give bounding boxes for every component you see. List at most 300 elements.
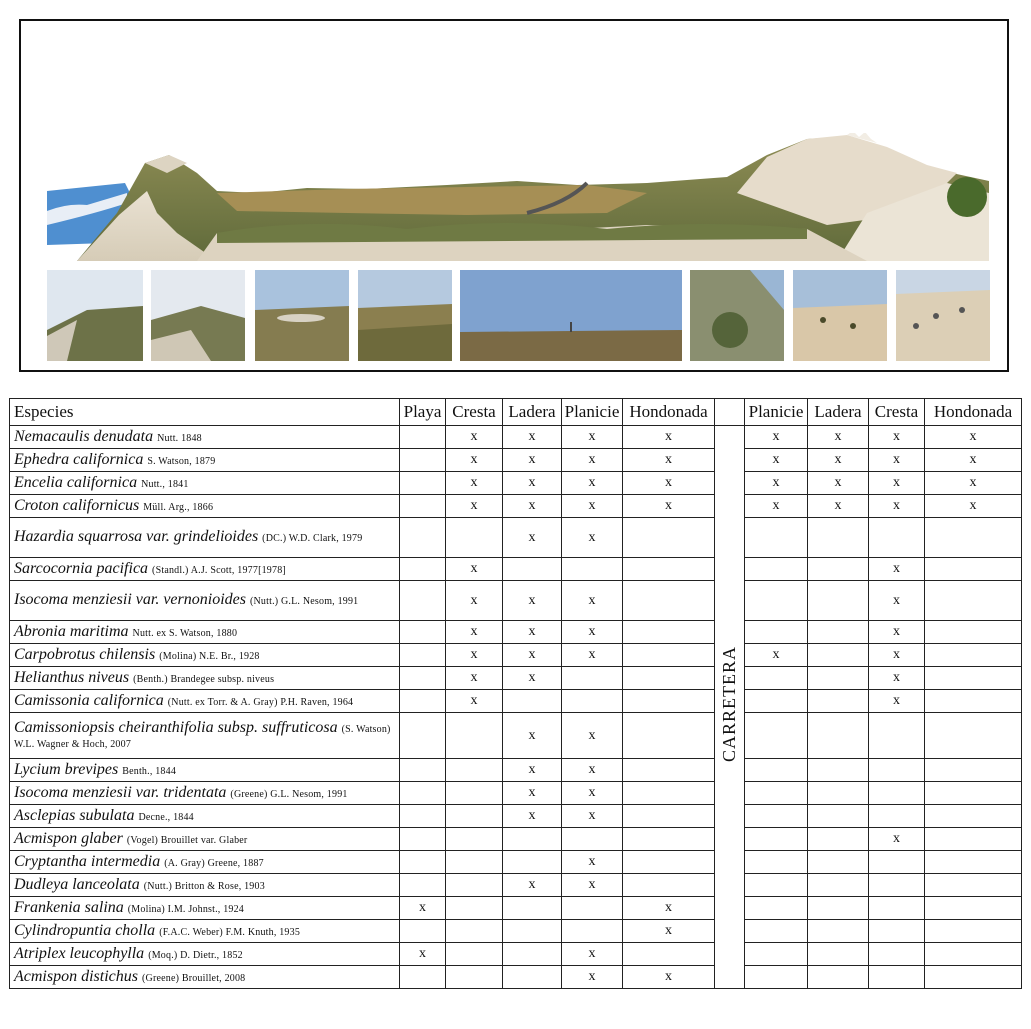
table-row: [10, 782, 1022, 805]
presence-cell-right: [808, 713, 869, 759]
presence-cell: [400, 558, 446, 581]
species-name-cell: [10, 759, 400, 782]
species-name: Sarcocornia pacifica: [14, 559, 149, 577]
presence-cell-right: [808, 920, 869, 943]
road-label: CARRETERA: [719, 646, 739, 763]
presence-cell-right: [745, 782, 808, 805]
presence-cell: [623, 581, 715, 621]
presence-cell: [623, 621, 715, 644]
species-author: (Molina) I.M. Johnst., 1924: [127, 903, 244, 915]
presence-cell-right: [808, 558, 869, 581]
species-name-cell: [10, 966, 400, 989]
habitat-figure-panel: [19, 19, 1009, 372]
presence-cell-right: [869, 897, 925, 920]
table-row: [10, 874, 1022, 897]
presence-cell-right: x: [869, 644, 925, 667]
presence-cell-right: [925, 558, 1022, 581]
hollow-sand-photo-icon: [793, 270, 887, 361]
table-row: [10, 644, 1022, 667]
species-name: Camissoniopsis cheiranthifolia subsp. suffruticosa: [14, 718, 338, 736]
species-author: (Greene) G.L. Nesom, 1991: [230, 788, 348, 800]
species-name-cell: [10, 581, 400, 621]
presence-cell: [400, 713, 446, 759]
species-author: (A. Gray) Greene, 1887: [164, 857, 264, 869]
presence-cell-right: x: [869, 426, 925, 449]
presence-cell-right: [745, 920, 808, 943]
presence-cell: [562, 558, 623, 581]
presence-cell: [400, 426, 446, 449]
presence-cell: [562, 667, 623, 690]
presence-cell-right: x: [808, 426, 869, 449]
table-row: [10, 449, 1022, 472]
presence-cell: x: [400, 943, 446, 966]
presence-cell: x: [623, 426, 715, 449]
species-author: (Nutt.) G.L. Nesom, 1991: [249, 596, 359, 608]
presence-cell-right: [808, 581, 869, 621]
presence-cell: x: [446, 621, 503, 644]
presence-cell: x: [562, 426, 623, 449]
species-name-cell: [10, 874, 400, 897]
presence-cell-right: [869, 518, 925, 558]
species-author: Nutt. 1848: [157, 432, 202, 444]
presence-cell: [446, 943, 503, 966]
presence-cell-right: [925, 851, 1022, 874]
table-row: [10, 426, 1022, 449]
presence-cell: [623, 558, 715, 581]
species-name-cell: [10, 828, 400, 851]
table-row: [10, 472, 1022, 495]
table-row: [10, 667, 1022, 690]
presence-cell-right: [808, 621, 869, 644]
presence-cell: [400, 759, 446, 782]
table-row: [10, 621, 1022, 644]
presence-cell-right: x: [869, 472, 925, 495]
presence-cell-right: [925, 581, 1022, 621]
presence-cell: [503, 943, 562, 966]
presence-cell-right: [745, 828, 808, 851]
presence-cell: x: [562, 621, 623, 644]
presence-cell-right: x: [925, 426, 1022, 449]
presence-cell: [623, 667, 715, 690]
species-name: Ephedra californica: [14, 450, 144, 468]
species-author: (Standl.) A.J. Scott, 1977[1978]: [152, 564, 286, 576]
species-name: Encelia californica: [14, 473, 138, 491]
species-name: Abronia maritima: [14, 622, 129, 640]
presence-cell-right: [925, 690, 1022, 713]
presence-cell: [400, 495, 446, 518]
ridge-slope-photo-icon: [151, 270, 245, 361]
species-name-cell: [10, 426, 400, 449]
presence-cell: [503, 851, 562, 874]
presence-cell: [623, 943, 715, 966]
plain-photo-icon: [255, 270, 349, 361]
presence-cell: x: [446, 449, 503, 472]
species-name-cell: [10, 897, 400, 920]
presence-cell: [562, 828, 623, 851]
presence-cell: x: [503, 472, 562, 495]
species-name: Asclepias subulata: [14, 806, 135, 824]
presence-cell: x: [503, 759, 562, 782]
species-name: Acmispon glaber: [14, 829, 123, 847]
presence-cell: x: [503, 667, 562, 690]
table-row: [10, 495, 1022, 518]
presence-cell-right: x: [745, 644, 808, 667]
presence-cell: [623, 713, 715, 759]
species-name: Isocoma menziesii var. tridentata: [14, 783, 227, 801]
presence-cell-right: [745, 581, 808, 621]
presence-cell: [446, 782, 503, 805]
presence-cell-right: [925, 518, 1022, 558]
header-planicie-right: Planicie: [745, 399, 808, 426]
presence-cell-right: [745, 759, 808, 782]
presence-cell-right: [869, 874, 925, 897]
presence-cell-right: [808, 644, 869, 667]
table-row: [10, 920, 1022, 943]
species-author: S. Watson, 1879: [147, 455, 216, 467]
road-divider-cell: [715, 426, 745, 989]
presence-cell-right: [869, 805, 925, 828]
presence-cell: x: [503, 426, 562, 449]
species-name-cell: [10, 472, 400, 495]
presence-cell-right: [745, 621, 808, 644]
presence-cell-right: [808, 782, 869, 805]
presence-cell-right: [869, 782, 925, 805]
dune-panorama-icon: [47, 133, 989, 261]
presence-cell-right: [745, 943, 808, 966]
presence-cell: x: [503, 644, 562, 667]
table-row: [10, 828, 1022, 851]
presence-cell: [400, 644, 446, 667]
presence-cell: [446, 966, 503, 989]
species-name: Cryptantha intermedia: [14, 852, 161, 870]
species-author: (Molina) N.E. Br., 1928: [159, 650, 260, 662]
presence-cell: x: [503, 713, 562, 759]
presence-cell: x: [562, 518, 623, 558]
presence-cell-right: [925, 920, 1022, 943]
presence-cell-right: [745, 874, 808, 897]
presence-cell-right: x: [808, 449, 869, 472]
species-distribution-table: [9, 398, 1022, 989]
species-name-cell: [10, 851, 400, 874]
presence-cell-right: [869, 966, 925, 989]
presence-cell-right: [808, 667, 869, 690]
plain-vegetation-photo-icon: [358, 270, 452, 361]
presence-cell: x: [400, 897, 446, 920]
header-hondonada-right: Hondonada: [925, 399, 1022, 426]
species-author: (Nutt. ex Torr. & A. Gray) P.H. Raven, 1964: [167, 696, 354, 708]
presence-cell-right: [745, 897, 808, 920]
species-name: Frankenia salina: [14, 898, 124, 916]
presence-cell: [623, 874, 715, 897]
presence-cell-right: [745, 667, 808, 690]
presence-cell: [623, 644, 715, 667]
presence-cell: [400, 690, 446, 713]
presence-cell: x: [562, 943, 623, 966]
presence-cell: [446, 874, 503, 897]
presence-cell: [503, 558, 562, 581]
species-name: Nemacaulis denudata: [14, 427, 154, 445]
table-row: [10, 558, 1022, 581]
species-name-cell: [10, 943, 400, 966]
presence-cell: [446, 828, 503, 851]
presence-cell: x: [446, 495, 503, 518]
presence-cell: x: [562, 713, 623, 759]
species-name: Hazardia squarrosa var. grindelioides: [14, 528, 259, 546]
species-name-cell: [10, 690, 400, 713]
presence-cell: x: [446, 581, 503, 621]
presence-cell-right: [745, 713, 808, 759]
presence-cell: x: [503, 621, 562, 644]
presence-cell-right: x: [869, 667, 925, 690]
presence-cell-right: [808, 874, 869, 897]
dune-sand-photo-icon: [896, 270, 990, 361]
presence-cell: [400, 920, 446, 943]
presence-cell-right: [745, 690, 808, 713]
presence-cell: x: [562, 782, 623, 805]
presence-cell-right: [925, 874, 1022, 897]
species-author: (DC.) W.D. Clark, 1979: [262, 533, 363, 545]
presence-cell: x: [503, 449, 562, 472]
presence-cell-right: [925, 759, 1022, 782]
presence-cell: [623, 518, 715, 558]
presence-cell-right: x: [869, 558, 925, 581]
presence-cell: x: [562, 581, 623, 621]
header-ladera: Ladera: [503, 399, 562, 426]
table-header-row: [10, 399, 1022, 426]
table-row: [10, 943, 1022, 966]
table-row: [10, 966, 1022, 989]
species-author: (Benth.) Brandegee subsp. niveus: [133, 673, 275, 685]
presence-cell-right: [925, 644, 1022, 667]
presence-cell: x: [562, 966, 623, 989]
species-name: Acmispon distichus: [14, 967, 138, 985]
presence-cell-right: [745, 805, 808, 828]
species-name-cell: [10, 621, 400, 644]
presence-cell-right: [745, 518, 808, 558]
species-name: Carpobrotus chilensis: [14, 645, 156, 663]
presence-cell: x: [503, 805, 562, 828]
species-name: Helianthus niveus: [14, 668, 130, 686]
presence-cell: [400, 449, 446, 472]
presence-cell-right: x: [925, 449, 1022, 472]
presence-cell: x: [446, 426, 503, 449]
presence-cell-right: [808, 759, 869, 782]
presence-cell-right: x: [869, 581, 925, 621]
presence-cell-right: [808, 690, 869, 713]
presence-cell: x: [562, 851, 623, 874]
presence-cell-right: [808, 828, 869, 851]
presence-cell: [623, 805, 715, 828]
presence-cell-right: [745, 851, 808, 874]
presence-cell: x: [562, 472, 623, 495]
presence-cell: [446, 518, 503, 558]
presence-cell: x: [503, 518, 562, 558]
presence-cell: x: [623, 920, 715, 943]
presence-cell-right: x: [869, 495, 925, 518]
presence-cell: [503, 897, 562, 920]
presence-cell: [400, 667, 446, 690]
species-author: Decne., 1844: [138, 811, 194, 823]
presence-cell: x: [446, 690, 503, 713]
presence-cell: [446, 920, 503, 943]
species-name: Dudleya lanceolata: [14, 875, 140, 893]
species-author: Müll. Arg., 1866: [143, 501, 214, 513]
species-name-cell: [10, 495, 400, 518]
presence-cell: [503, 828, 562, 851]
table-row: [10, 581, 1022, 621]
header-road-gap: [715, 399, 745, 426]
presence-cell-right: [808, 851, 869, 874]
presence-cell-right: [869, 920, 925, 943]
presence-cell: [400, 581, 446, 621]
presence-cell: [446, 759, 503, 782]
table-row: [10, 759, 1022, 782]
presence-cell-right: [925, 805, 1022, 828]
presence-cell: x: [446, 472, 503, 495]
presence-cell-right: [925, 828, 1022, 851]
presence-cell-right: x: [925, 495, 1022, 518]
presence-cell-right: [925, 897, 1022, 920]
presence-cell-right: [925, 943, 1022, 966]
presence-cell-right: x: [808, 495, 869, 518]
presence-cell: [446, 713, 503, 759]
beach-ridge-photo-icon: [47, 270, 143, 361]
presence-cell: x: [446, 558, 503, 581]
species-name-cell: [10, 667, 400, 690]
presence-cell-right: [869, 713, 925, 759]
presence-cell: [400, 966, 446, 989]
presence-cell-right: x: [808, 472, 869, 495]
header-ladera-right: Ladera: [808, 399, 869, 426]
species-name-cell: [10, 558, 400, 581]
presence-cell-right: [925, 621, 1022, 644]
presence-cell-right: [808, 518, 869, 558]
header-species: Especies: [10, 399, 400, 426]
presence-cell-right: [745, 558, 808, 581]
species-author: (S. Watson) W.L. Wagner & Hoch, 2007: [14, 723, 391, 750]
species-author: (Vogel) Brouillet var. Glaber: [126, 834, 248, 846]
species-author: Nutt. ex S. Watson, 1880: [132, 627, 238, 639]
presence-cell: x: [446, 644, 503, 667]
presence-cell-right: x: [869, 828, 925, 851]
presence-cell-right: [925, 966, 1022, 989]
presence-cell: x: [503, 782, 562, 805]
presence-cell: [503, 966, 562, 989]
presence-cell: x: [623, 897, 715, 920]
species-name-cell: [10, 713, 400, 759]
table-row: [10, 713, 1022, 759]
species-author: (Greene) Brouillet, 2008: [142, 972, 246, 984]
presence-cell-right: [925, 667, 1022, 690]
presence-cell: x: [623, 495, 715, 518]
presence-cell-right: [925, 713, 1022, 759]
presence-cell-right: [925, 782, 1022, 805]
presence-cell-right: [745, 966, 808, 989]
species-name: Lycium brevipes: [14, 760, 119, 778]
presence-cell: [446, 897, 503, 920]
table-row: [10, 897, 1022, 920]
header-planicie: Planicie: [562, 399, 623, 426]
species-name-cell: [10, 644, 400, 667]
table-row: [10, 518, 1022, 558]
presence-cell: x: [623, 472, 715, 495]
presence-cell: [400, 472, 446, 495]
presence-cell: [400, 851, 446, 874]
species-name-cell: [10, 782, 400, 805]
species-name: Isocoma menziesii var. vernonioides: [14, 591, 246, 609]
presence-cell: [446, 805, 503, 828]
header-cresta-right: Cresta: [869, 399, 925, 426]
presence-cell: [623, 690, 715, 713]
presence-cell-right: [808, 897, 869, 920]
road-plain-photo-icon: [460, 270, 682, 361]
presence-cell-right: x: [869, 690, 925, 713]
table-row: [10, 690, 1022, 713]
slope-shrub-photo-icon: [690, 270, 784, 361]
header-hondonada: Hondonada: [623, 399, 715, 426]
presence-cell: [503, 920, 562, 943]
presence-cell: [623, 759, 715, 782]
species-author: Nutt., 1841: [141, 478, 189, 490]
presence-cell: [400, 621, 446, 644]
presence-cell: x: [562, 449, 623, 472]
presence-cell: x: [623, 966, 715, 989]
table-row: [10, 805, 1022, 828]
presence-cell: x: [562, 495, 623, 518]
table-row: [10, 851, 1022, 874]
presence-cell: [562, 920, 623, 943]
presence-cell: [562, 897, 623, 920]
presence-cell: [400, 805, 446, 828]
presence-cell: [446, 851, 503, 874]
presence-cell-right: x: [869, 621, 925, 644]
presence-cell: x: [446, 667, 503, 690]
species-name: Atriplex leucophylla: [14, 944, 145, 962]
presence-cell: x: [562, 759, 623, 782]
presence-cell-right: [808, 966, 869, 989]
presence-cell-right: x: [869, 449, 925, 472]
presence-cell-right: x: [925, 472, 1022, 495]
presence-cell: x: [503, 581, 562, 621]
presence-cell-right: [808, 805, 869, 828]
presence-cell: [623, 828, 715, 851]
presence-cell: [400, 874, 446, 897]
presence-cell-right: x: [745, 449, 808, 472]
species-name-cell: [10, 518, 400, 558]
presence-cell-right: [869, 943, 925, 966]
presence-cell: [503, 690, 562, 713]
presence-cell: x: [503, 495, 562, 518]
presence-cell-right: x: [745, 495, 808, 518]
presence-cell: [400, 828, 446, 851]
presence-cell-right: [808, 943, 869, 966]
species-name: Croton californicus: [14, 496, 140, 514]
species-name: Camissonia californica: [14, 691, 164, 709]
presence-cell: [400, 518, 446, 558]
presence-cell-right: x: [745, 426, 808, 449]
presence-cell: x: [503, 874, 562, 897]
presence-cell: [623, 782, 715, 805]
presence-cell: x: [623, 449, 715, 472]
presence-cell: x: [562, 805, 623, 828]
header-playa: Playa: [400, 399, 446, 426]
species-name: Cylindropuntia cholla: [14, 921, 156, 939]
presence-cell: [562, 690, 623, 713]
presence-cell: x: [562, 874, 623, 897]
species-name-cell: [10, 805, 400, 828]
species-author: (Moq.) D. Dietr., 1852: [148, 949, 243, 961]
presence-cell-right: [869, 851, 925, 874]
